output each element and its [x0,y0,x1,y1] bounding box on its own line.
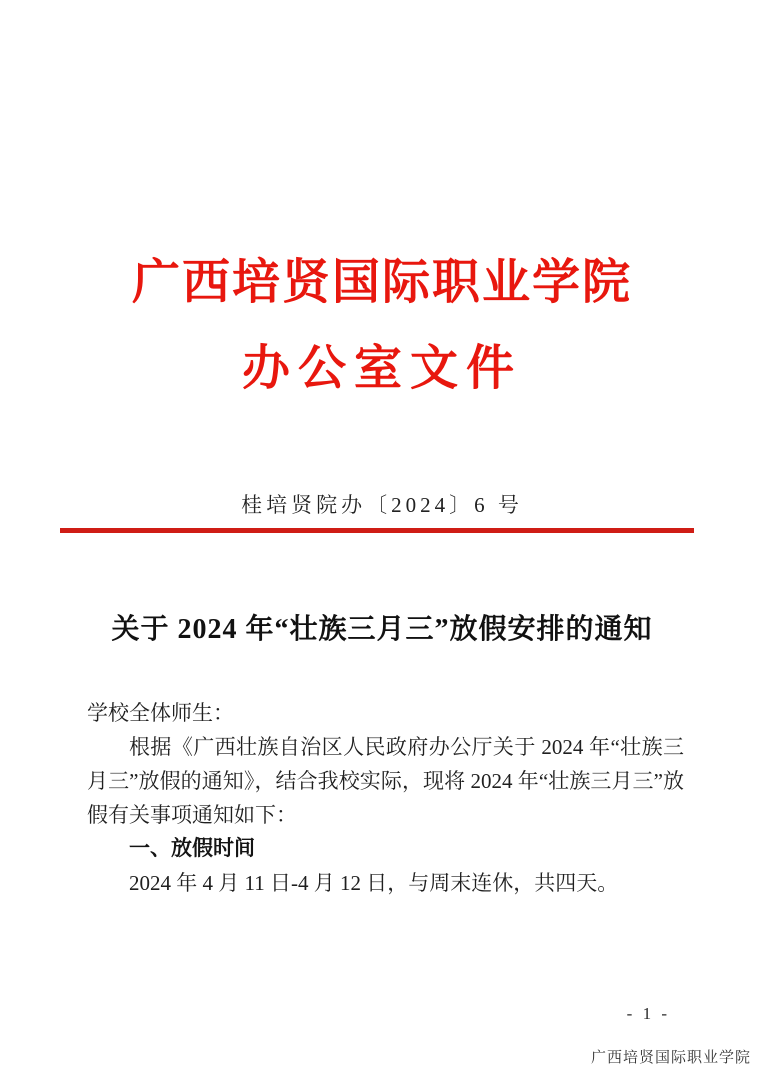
letterhead-office-line: 办公室文件 [241,342,522,395]
salutation: 学校全体师生： [87,701,234,725]
section-1-heading: 一、放假时间 [129,837,255,860]
page-number: - 1 - [626,1004,670,1023]
letterhead [0,254,764,398]
section-1-text: 2024 年 4 月 11 日-4 月 12 日，与周末连休，共四天。 [129,871,619,895]
notice-body [87,696,684,900]
notice-title: 关于 2024 年“壮族三月三”放假安排的通知 [111,614,653,645]
footer-org-name: 广西培贤国际职业学院 [590,1049,751,1066]
document-number: 桂培贤院办〔2024〕6 号 [241,493,523,517]
letterhead-org-name: 广西培贤国际职业学院 [131,256,632,309]
intro-paragraph: 根据《广西壮族自治区人民政府办公厅关于 2024 年“壮族三月三”放假的通知》，结合我校实际，现将 2024 年“壮族三月三”放假有关事项通知如下： [87,735,684,827]
red-divider-rule [60,528,694,533]
